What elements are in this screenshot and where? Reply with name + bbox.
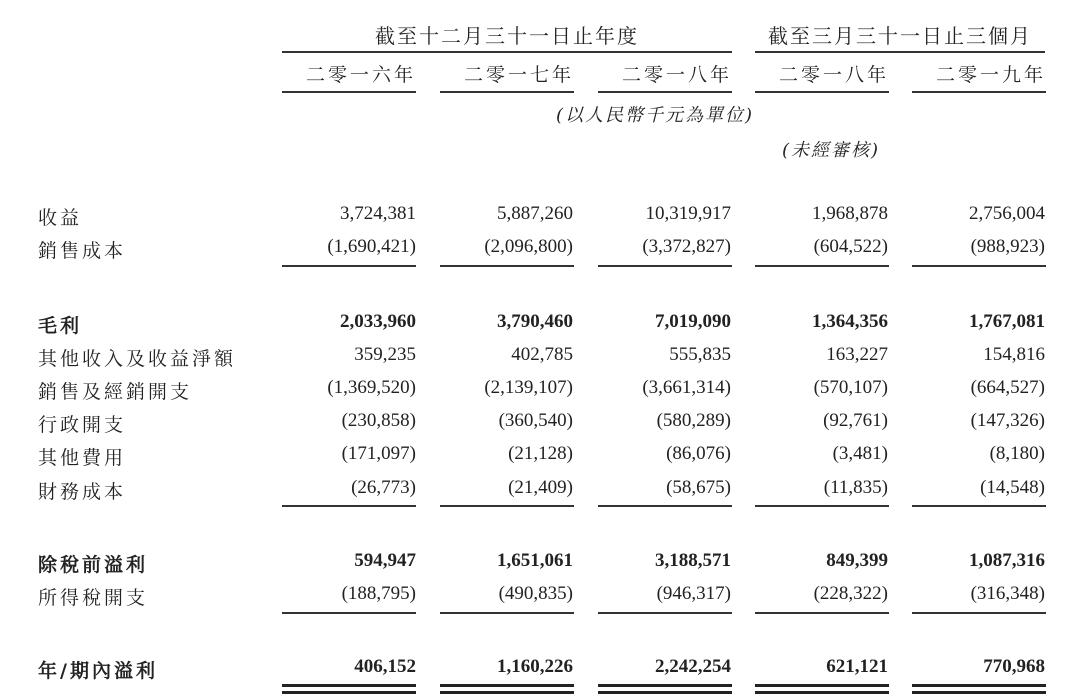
- subtotal-rule: [755, 505, 889, 507]
- cell-other-income-2018-q1: 163,227: [826, 344, 888, 365]
- cell-gross-profit-2019-q1: 1,767,081: [969, 311, 1045, 332]
- cell-profit-for-period-2018-q1: 621,121: [826, 656, 888, 677]
- cell-other-expenses-2018: (86,076): [666, 443, 731, 464]
- subtotal-rule: [598, 612, 732, 614]
- row-label-selling-expenses: 銷售及經銷開支: [38, 381, 193, 403]
- row-label-admin-expenses: 行政開支: [38, 414, 127, 436]
- subtotal-rule: [282, 505, 416, 507]
- cell-other-income-2017: 402,785: [511, 344, 573, 365]
- cell-revenue-2016: 3,724,381: [340, 203, 416, 224]
- row-label-finance-costs: 財務成本: [38, 481, 127, 503]
- cell-profit-before-tax-2017: 1,651,061: [497, 550, 573, 571]
- cell-income-tax-2018-q1: (228,322): [813, 583, 888, 604]
- cell-other-expenses-2019-q1: (8,180): [989, 443, 1045, 464]
- unaudited-note: (未經審核): [782, 140, 881, 161]
- total-double-rule: [282, 684, 416, 687]
- subtotal-rule: [440, 505, 574, 507]
- cell-other-income-2018: 555,835: [669, 344, 731, 365]
- row-label-profit-before-tax: 除稅前溢利: [38, 554, 149, 576]
- cell-profit-for-period-2017: 1,160,226: [497, 656, 573, 677]
- total-double-rule: [598, 684, 732, 687]
- subtotal-rule: [282, 612, 416, 614]
- total-double-rule: [440, 684, 574, 687]
- cell-finance-costs-2017: (21,409): [508, 477, 573, 498]
- cell-other-income-2016: 359,235: [354, 344, 416, 365]
- col-header-underline: [598, 91, 732, 93]
- cell-income-tax-2016: (188,795): [341, 583, 416, 604]
- cell-finance-costs-2016: (26,773): [351, 477, 416, 498]
- cell-revenue-2017: 5,887,260: [497, 203, 573, 224]
- col-header-2018: 二零一八年: [621, 64, 732, 86]
- total-double-rule: [282, 691, 416, 694]
- cell-other-expenses-2017: (21,128): [508, 443, 573, 464]
- col-header-underline: [755, 91, 889, 93]
- cell-gross-profit-2018-q1: 1,364,356: [812, 311, 888, 332]
- cell-selling-expenses-2018-q1: (570,107): [813, 377, 888, 398]
- col-header-2017: 二零一七年: [463, 64, 574, 86]
- cell-cost-of-sales-2019-q1: (988,923): [970, 236, 1045, 257]
- cell-selling-expenses-2017: (2,139,107): [484, 377, 573, 398]
- cell-other-income-2019-q1: 154,816: [983, 344, 1045, 365]
- cell-income-tax-2017: (490,835): [498, 583, 573, 604]
- group-header-quarter-underline: [755, 51, 1045, 53]
- cell-selling-expenses-2016: (1,369,520): [327, 377, 416, 398]
- cell-cost-of-sales-2018-q1: (604,522): [813, 236, 888, 257]
- cell-finance-costs-2019-q1: (14,548): [980, 477, 1045, 498]
- currency-note: (以人民幣千元為單位): [556, 105, 755, 126]
- cell-profit-before-tax-2019-q1: 1,087,316: [969, 550, 1045, 571]
- row-label-revenue: 收益: [38, 207, 83, 229]
- total-double-rule: [755, 691, 889, 694]
- total-double-rule: [755, 684, 889, 687]
- cell-gross-profit-2018: 7,019,090: [655, 311, 731, 332]
- cell-cost-of-sales-2016: (1,690,421): [327, 236, 416, 257]
- subtotal-rule: [598, 265, 732, 267]
- cell-cost-of-sales-2017: (2,096,800): [484, 236, 573, 257]
- cell-profit-before-tax-2016: 594,947: [354, 550, 416, 571]
- row-label-other-expenses: 其他費用: [38, 447, 127, 469]
- cell-admin-expenses-2018: (580,289): [656, 410, 731, 431]
- cell-revenue-2018-q1: 1,968,878: [812, 203, 888, 224]
- total-double-rule: [912, 691, 1046, 694]
- total-double-rule: [912, 684, 1046, 687]
- cell-other-expenses-2016: (171,097): [341, 443, 416, 464]
- cell-revenue-2018: 10,319,917: [645, 203, 731, 224]
- col-header-2016: 二零一六年: [305, 64, 416, 86]
- cell-income-tax-2018: (946,317): [656, 583, 731, 604]
- subtotal-rule: [912, 505, 1046, 507]
- col-header-underline: [912, 91, 1046, 93]
- cell-other-expenses-2018-q1: (3,481): [832, 443, 888, 464]
- cell-profit-for-period-2018: 2,242,254: [655, 656, 731, 677]
- cell-admin-expenses-2018-q1: (92,761): [823, 410, 888, 431]
- col-header-2019-q1: 二零一九年: [935, 64, 1046, 86]
- cell-finance-costs-2018: (58,675): [666, 477, 731, 498]
- cell-income-tax-2019-q1: (316,348): [970, 583, 1045, 604]
- col-header-underline: [440, 91, 574, 93]
- group-header-annual: 截至十二月三十一日止年度: [375, 24, 639, 48]
- row-label-gross-profit: 毛利: [38, 315, 83, 337]
- subtotal-rule: [755, 265, 889, 267]
- row-label-other-income: 其他收入及收益淨額: [38, 348, 237, 370]
- total-double-rule: [598, 691, 732, 694]
- row-label-profit-for-period: 年/期內溢利: [38, 660, 158, 682]
- cell-cost-of-sales-2018: (3,372,827): [642, 236, 731, 257]
- cell-admin-expenses-2017: (360,540): [498, 410, 573, 431]
- cell-profit-for-period-2016: 406,152: [354, 656, 416, 677]
- col-header-2018-q1: 二零一八年: [778, 64, 889, 86]
- cell-profit-before-tax-2018-q1: 849,399: [826, 550, 888, 571]
- subtotal-rule: [282, 265, 416, 267]
- col-header-underline: [282, 91, 416, 93]
- row-label-cost-of-sales: 銷售成本: [38, 240, 127, 262]
- subtotal-rule: [755, 612, 889, 614]
- cell-admin-expenses-2016: (230,858): [341, 410, 416, 431]
- subtotal-rule: [912, 265, 1046, 267]
- group-header-annual-underline: [282, 51, 732, 53]
- cell-selling-expenses-2018: (3,661,314): [642, 377, 731, 398]
- cell-admin-expenses-2019-q1: (147,326): [970, 410, 1045, 431]
- cell-revenue-2019-q1: 2,756,004: [969, 203, 1045, 224]
- subtotal-rule: [440, 612, 574, 614]
- subtotal-rule: [912, 612, 1046, 614]
- total-double-rule: [440, 691, 574, 694]
- cell-selling-expenses-2019-q1: (664,527): [970, 377, 1045, 398]
- cell-profit-before-tax-2018: 3,188,571: [655, 550, 731, 571]
- subtotal-rule: [440, 265, 574, 267]
- group-header-quarter: 截至三月三十一日止三個月: [768, 24, 1032, 48]
- row-label-income-tax: 所得稅開支: [38, 587, 149, 609]
- cell-profit-for-period-2019-q1: 770,968: [983, 656, 1045, 677]
- cell-finance-costs-2018-q1: (11,835): [823, 477, 888, 498]
- cell-gross-profit-2016: 2,033,960: [340, 311, 416, 332]
- cell-gross-profit-2017: 3,790,460: [497, 311, 573, 332]
- subtotal-rule: [598, 505, 732, 507]
